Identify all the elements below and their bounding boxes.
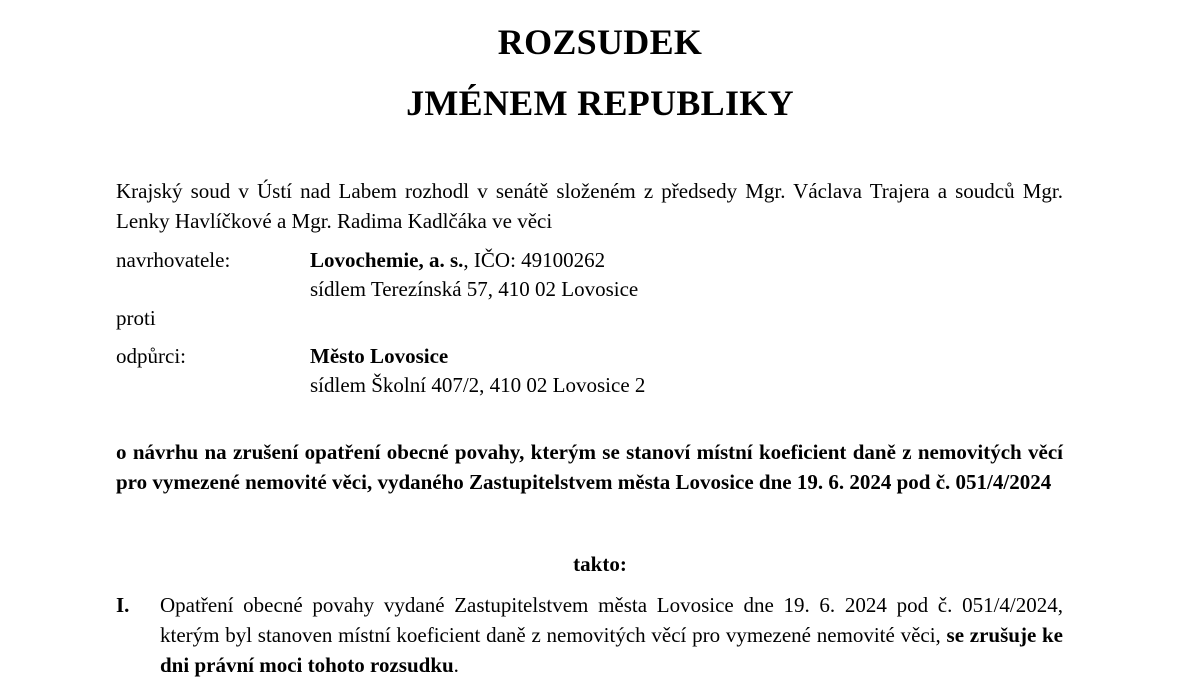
verdict-item-emphasis: se zrušuje ke dni právní moci tohoto rozsudku [160, 623, 1063, 677]
subject-paragraph: o návrhu na zrušení opatření obecné povahy, kterým se stanoví místní koeficient daně z nemovitých věcí pro vymezené nemovité věci, vydaného Zastupitelstvem města Lovosice dne 19. 6. 2024 pod č. 051/4/2024 [116, 440, 1063, 494]
petitioner-label: navrhovatele: [116, 248, 231, 272]
petitioner-address: sídlem Terezínská 57, 410 02 Lovosice [310, 277, 639, 301]
versus-label: proti [116, 306, 156, 330]
verdict-item-end: . [453, 653, 459, 677]
intro-paragraph: Krajský soud v Ústí nad Labem rozhodl v senátě složeném z předsedy Mgr. Václava Trajera a soudců Mgr. Lenky Havlíčkové a Mgr. Radima Kadlčáka ve věci [116, 179, 1063, 233]
respondent-address: sídlem Školní 407/2, 410 02 Lovosice 2 [310, 373, 646, 397]
verdict-item-number: I. [116, 593, 130, 617]
petitioner-name: Lovochemie, a. s. [310, 248, 464, 272]
verdict-item-body: Opatření obecné povahy vydané Zastupitelstvem města Lovosice dne 19. 6. 2024 pod č. 051/4/2024, kterým byl stanoven místní koeficient daně z nemovitých věcí pro vymezené nemovité věci, [160, 593, 1063, 647]
verdict-item-text [160, 590, 1063, 680]
verdict-heading: takto: [573, 552, 627, 576]
document-title: ROZSUDEK [497, 22, 703, 62]
petitioner-name-line [310, 245, 605, 275]
petitioner-id: , IČO: 49100262 [463, 248, 606, 272]
respondent-label: odpůrci: [116, 344, 186, 368]
document-subtitle: JMÉNEM REPUBLIKY [406, 83, 794, 123]
respondent-name: Město Lovosice [310, 344, 449, 368]
